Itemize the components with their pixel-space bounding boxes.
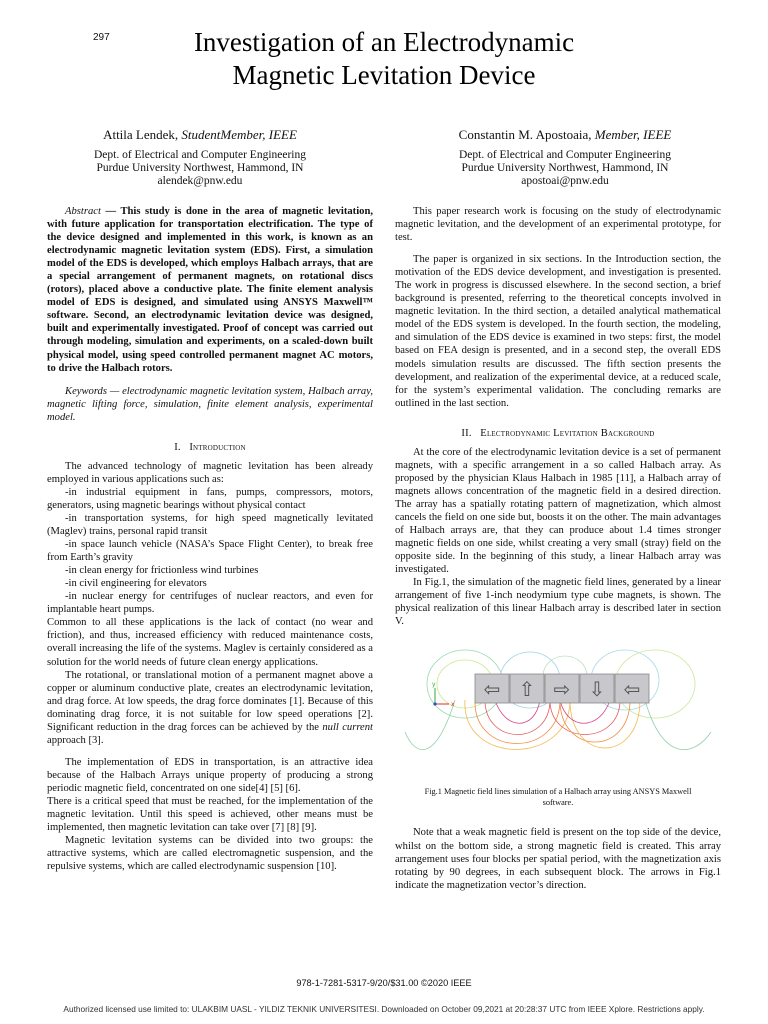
axis-x-label: x	[451, 701, 455, 709]
field-line	[405, 700, 455, 750]
axis-triad	[432, 681, 455, 708]
author-email: apostoai@pnw.edu	[521, 175, 609, 187]
section-title: Introduction	[189, 441, 246, 453]
section-number: II.	[461, 427, 472, 439]
paragraph: The advanced technology of magnetic levitation has been already employed in various applications such as:	[47, 460, 373, 485]
right-column	[395, 205, 721, 892]
paragraph: At the core of the electrodynamic levitation device is a set of permanent magnets, with a specific arrangement in a so called Halbach array. As proposed by the physician Klaus Halbach in 1985 [11], a Halbach array of magnets allows concentration of the magnetic field in a desired direction. The array has a spatially rotating pattern of magnetization, which almost cancels the field on one side but, boosts it on the other. The main advantages of Halbach arrays are, that they can produce about 1.4 times stronger magnetic fields on one side, whilst creating a very small (stray) field on the opposite side. In the beginning of this study, a linear Halbach array was investigated.	[395, 446, 721, 576]
abstract-label: Abstract	[65, 206, 101, 217]
arrow-down-icon: ⇩	[588, 677, 606, 702]
magnet-array	[475, 674, 649, 703]
arrow-left-icon: ⇦	[483, 677, 501, 702]
section-title: Electrodynamic Levitation Background	[480, 427, 655, 439]
paragraph-text: approach [3].	[47, 734, 104, 746]
abstract-text: — This study is done in the area of magnetic levitation, with future application for transportation electrification. The type of the device designed and implemented in this work, is known as an electrodynamic magnetic levitation system (EDS). First, a simulation model of the EDS is developed, which employs Halbach arrays, that are a special arrangement of permanent magnets, on rotational discs (rotors), placed above a conductive plate. The finite element analysis model of EDS is designed, and simulated using ANSYS Maxwell™ software. Second, an electrodynamic levitation device was designed, built and experimentally investigated. Proof of concept was carried out through modeling, simulation and experiments, on a scaled-down built physical model, using speed controlled permanent magnet AC motors, to drive the Halbach rotors.	[47, 206, 373, 374]
axis-y-label: y	[432, 681, 436, 689]
paragraph: The paper is organized in six sections. In the Introduction section, the motivation of the EDS device development, and investigation is presented. The work in progress is discussed elsewhere. In the second section, a brief background is presented, referring to the theoretical concepts involved in magnetic levitation. In the third section, a detailed analytical mathematical model of the EDS system is developed. In the fourth section, the modeling, and simulation of the EDS device is examined in two steps: first, the model based on FEA design is presented, and in a second step, the overall EDS models simulation results are discussed. The fifth section presents the development, and realization of the experimental device, at a reduced scale, for the system’s experimental validation. The concluding remarks are outlined in the last section.	[395, 254, 721, 409]
paragraph: Magnetic levitation systems can be divided into two groups: the attractive systems, which are called electromagnetic suspension, and the repulsive systems, which are called electrodynamic suspension [10].	[47, 835, 373, 873]
field-line	[560, 700, 610, 723]
emphasis-text: null current	[322, 721, 373, 733]
author-email: alendek@pnw.edu	[157, 175, 243, 187]
author-block-1	[40, 128, 360, 188]
arrow-left-icon: ⇦	[623, 677, 641, 702]
section-heading-introduction	[47, 441, 373, 454]
author-name-line	[405, 128, 725, 141]
list-item: -in nuclear energy for centrifuges of nuclear reactors, and even for implantable heart pumps.	[47, 591, 373, 616]
author-name: Constantin M. Apostoaia,	[458, 127, 595, 142]
list-item: -in industrial equipment in fans, pumps, compressors, motors, generators, using magnetic bearings without physical contact	[47, 486, 373, 511]
list-item: -in clean energy for frictionless wind turbines	[65, 565, 259, 577]
paragraph	[47, 669, 373, 747]
paragraph-text: The rotational, or translational motion of a permanent magnet above a copper or aluminum conductive plate, creates an electrodynamic levitation, and drag force. At low speeds, the drag force dominates [1]. Because of this dominating drag force, it is not suitable for low speed operations [2]. Significant reduction in the drag forces can be achieved by the	[47, 669, 373, 733]
paragraph: In Fig.1, the simulation of the magnetic field lines, generated by a linear arrangement of five 1-inch neodymium type cube magnets, is shown. The physical realization of this linear Halbach array is described later in section V.	[395, 577, 721, 628]
author-dept: Dept. of Electrical and Computer Engineering	[458, 149, 672, 161]
left-column	[47, 205, 373, 873]
list-item: -in civil engineering for elevators	[65, 578, 207, 590]
field-line	[475, 700, 560, 744]
list-item: -in space launch vehicle (NASA’s Space Flight Center), to break free from Earth’s gravity	[47, 539, 373, 564]
author-dept: Dept. of Electrical and Computer Engineering	[93, 149, 307, 161]
list-item: -in transportation systems, for high speed magnetically levitated (Maglev) trains, personal rapid transit	[47, 512, 373, 538]
footer-isbn: 978-1-7281-5317-9/20/$31.00 ©2020 IEEE	[296, 978, 472, 988]
footer-license: Authorized licensed use limited to: ULAKBIM UASL - YILDIZ TEKNIK UNIVERSITESI. Downloaded on October 09,2021 at 20:28:37 UTC from IEEE Xplore. Restrictions apply.	[63, 1004, 705, 1014]
author-block-2	[405, 128, 725, 188]
field-line	[645, 700, 711, 750]
field-line	[495, 700, 540, 723]
author-name-line	[40, 128, 360, 141]
paragraph: There is a critical speed that must be reached, for the implementation of the magnetic levitation. Until this speed is achieved, other means must be implemented, then magnetic levitation can take over [7] [8] [9].	[47, 795, 373, 834]
author-name: Attila Lendek,	[103, 127, 182, 142]
paper-title	[120, 26, 648, 92]
title-line-1: Investigation of an Electrodynamic	[193, 27, 575, 57]
paragraph: Common to all these applications is the lack of contact (no wear and friction), and thus, increased efficiency with reduced maintenance costs, overall increasing the life of the systems. Maglev is certainly considered as a solution for the world needs of future clean energy applications.	[47, 617, 373, 668]
author-role: StudentMember, IEEE	[181, 127, 297, 142]
keywords: Keywords — electrodynamic magnetic levitation system, Halbach array, magnetic lifting force, simulation, finite element analysis, experimental model.	[47, 385, 373, 423]
arrow-up-icon: ⇧	[518, 677, 536, 702]
paragraph: This paper research work is focusing on the study of electrodynamic magnetic levitation, and the development of an experimental prototype, for test.	[395, 206, 721, 244]
abstract	[47, 205, 373, 375]
author-role: Member, IEEE	[594, 127, 672, 142]
paragraph: Note that a weak magnetic field is present on the top side of the device, whilst on the bottom side, a strong magnetic field is created. This array arrangement uses four blocks per spatial period, with the magnetization axis rotating by 90 degrees, in each subsequent block. The arrows in Fig.1 indicate the magnetization vector’s direction.	[395, 827, 721, 891]
section-number: I.	[174, 441, 181, 453]
halbach-field-figure	[395, 636, 721, 766]
author-university: Purdue University Northwest, Hammond, IN	[96, 162, 304, 174]
page-number: 297	[93, 32, 110, 43]
axis-origin	[433, 703, 436, 706]
section-heading-background	[395, 427, 721, 440]
author-university: Purdue University Northwest, Hammond, IN	[461, 162, 669, 174]
paragraph: The implementation of EDS in transportation, is an attractive idea because of the Halbach Arrays unique property of producing a strong periodic magnetic field, concentrated on one side[4] [5] [6].	[47, 756, 373, 794]
title-line-2: Magnetic Levitation Device	[232, 60, 536, 90]
figure-caption: Fig.1 Magnetic field lines simulation of a Halbach array using ANSYS Maxwell software.	[424, 787, 692, 808]
arrow-right-icon: ⇨	[553, 677, 571, 702]
